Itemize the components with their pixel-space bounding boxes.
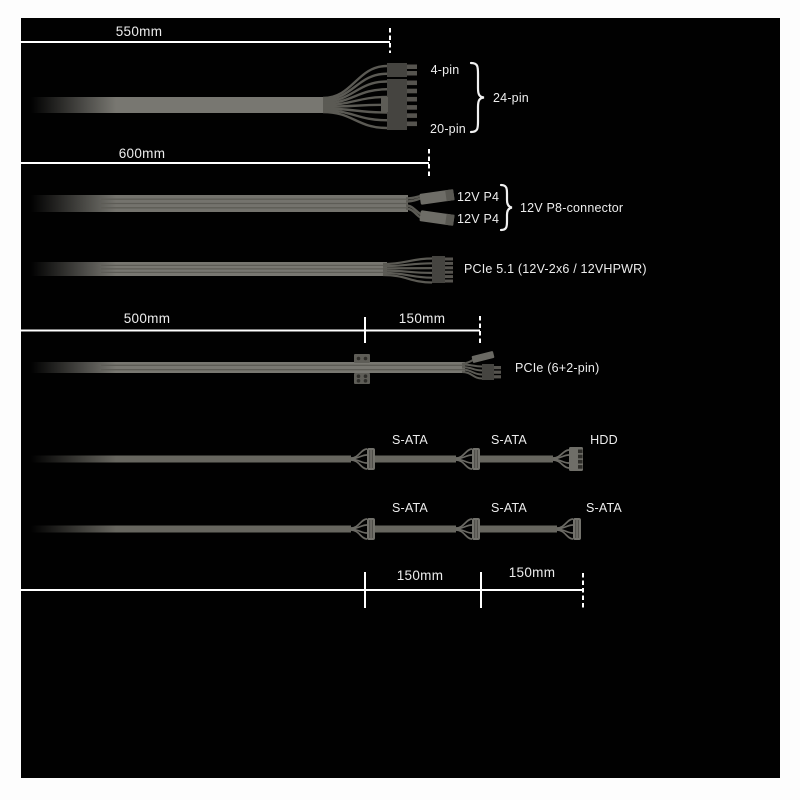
connector-body: [472, 448, 480, 470]
connector-tooth: [407, 113, 417, 118]
label-sata2-3: S-ATA: [586, 501, 622, 515]
connector-tooth: [494, 371, 501, 374]
sata2-connector-1: [367, 518, 375, 540]
connector-tooth: [407, 122, 417, 127]
connector-tooth: [407, 81, 417, 86]
brace-12v-p8: [501, 185, 512, 230]
plug-body: [471, 351, 494, 363]
hdd-connector: [569, 447, 583, 471]
pcie51-wire-fan: [383, 259, 432, 283]
connector-tooth: [407, 105, 417, 110]
connector-tooth: [407, 97, 417, 102]
bottom-dimension-section: [21, 565, 583, 608]
sata-connector-2: [472, 448, 480, 470]
pcie51-section: [31, 256, 647, 283]
label-600mm: 600mm: [118, 146, 166, 161]
sata-cable-segment: [375, 526, 456, 533]
label-12v-p8-connector: 12V P8-connector: [520, 201, 624, 215]
sata2-fan-1: [351, 519, 367, 539]
pin: [357, 374, 361, 378]
pcie62-end-connector: [482, 364, 501, 380]
hdd-fan: [553, 450, 569, 468]
pin: [578, 465, 583, 469]
sata2-fan-3: [557, 519, 573, 539]
connector-body: [472, 518, 480, 540]
label-sata2-2: S-ATA: [491, 501, 527, 515]
sata-hdd-cable-segment: [31, 456, 351, 463]
plus2-block-top: [354, 354, 370, 363]
pcie62-ribbon-cable: [31, 362, 465, 373]
label-150mm-pcie: 150mm: [398, 311, 446, 326]
sata-cable-segment: [31, 526, 351, 533]
connector-body: [367, 518, 375, 540]
sata-hdd-cable-segment: [375, 456, 456, 463]
label-24pin: 24-pin: [493, 91, 529, 105]
label-sata-1: S-ATA: [392, 433, 428, 447]
pin: [357, 379, 361, 383]
atx-ribbon-cable: [31, 97, 323, 113]
label-pcie51: PCIe 5.1 (12V-2x6 / 12VHPWR): [464, 262, 647, 276]
cpu-plug-bottom: [419, 210, 454, 226]
sata-triple-section: [31, 501, 622, 540]
label-pcie62: PCIe (6+2-pin): [515, 361, 600, 375]
cable-diagram: [21, 18, 780, 778]
pin: [364, 379, 368, 383]
label-150mm-2: 150mm: [508, 565, 556, 580]
connector-tooth: [445, 280, 453, 283]
cpu-plug-top: [419, 189, 454, 205]
pin: [357, 357, 361, 361]
label-4pin: 4-pin: [430, 63, 460, 77]
label-500mm: 500mm: [123, 311, 171, 326]
connector-tooth: [407, 71, 417, 76]
atx-20pin-connector: [381, 79, 417, 130]
plug-tip: [445, 189, 454, 201]
connector-tooth: [445, 262, 453, 265]
connector-tooth: [494, 366, 501, 369]
label-hdd: HDD: [590, 433, 618, 447]
pin: [578, 460, 583, 464]
label-20pin: 20-pin: [430, 122, 466, 136]
cable-diagram-panel: [21, 18, 780, 778]
sata-fan-1: [351, 449, 367, 469]
connector-body: [482, 364, 494, 380]
label-sata2-1: S-ATA: [392, 501, 428, 515]
label-12v-p4-top: 12V P4: [457, 190, 500, 204]
sata2-fan-2: [456, 519, 472, 539]
pin: [364, 357, 368, 361]
connector-body: [367, 448, 375, 470]
sata-cable-segment: [480, 526, 557, 533]
connector-tooth: [407, 65, 417, 70]
connector-tooth: [445, 275, 453, 278]
connector-body: [387, 79, 407, 130]
connector-body: [573, 518, 581, 540]
brace-24pin: [471, 63, 484, 132]
label-150mm-1: 150mm: [396, 568, 444, 583]
atx-4pin-connector: [387, 63, 417, 77]
connector-body: [432, 256, 445, 283]
connector-tooth: [407, 89, 417, 94]
label-12v-p4-bottom: 12V P4: [457, 212, 500, 226]
connector-tooth: [445, 266, 453, 269]
connector-tooth: [445, 271, 453, 274]
sata2-connector-3: [573, 518, 581, 540]
sata-hdd-cable-segment: [480, 456, 553, 463]
label-550mm: 550mm: [115, 24, 163, 39]
plus2-block-bottom: [354, 373, 370, 384]
sata-hdd-section: [31, 433, 618, 471]
pcie51-connector: [432, 256, 453, 283]
connector-latch: [381, 97, 388, 112]
pin: [578, 455, 583, 459]
wire: [462, 372, 482, 379]
connector-tooth: [494, 375, 501, 378]
sata-connector-1: [367, 448, 375, 470]
cpu-section: [21, 146, 623, 230]
sata2-connector-2: [472, 518, 480, 540]
connector-tooth: [445, 258, 453, 261]
pcie62-section: [21, 311, 599, 384]
label-sata-2: S-ATA: [491, 433, 527, 447]
atx-section: [21, 24, 529, 136]
connector-body: [387, 63, 407, 77]
atx-wire-fan: [323, 66, 387, 128]
sata-fan-2: [456, 449, 472, 469]
plug-tip: [445, 214, 454, 226]
pin: [364, 374, 368, 378]
pcie62-plus2-plug: [471, 351, 494, 363]
pin: [578, 450, 583, 454]
